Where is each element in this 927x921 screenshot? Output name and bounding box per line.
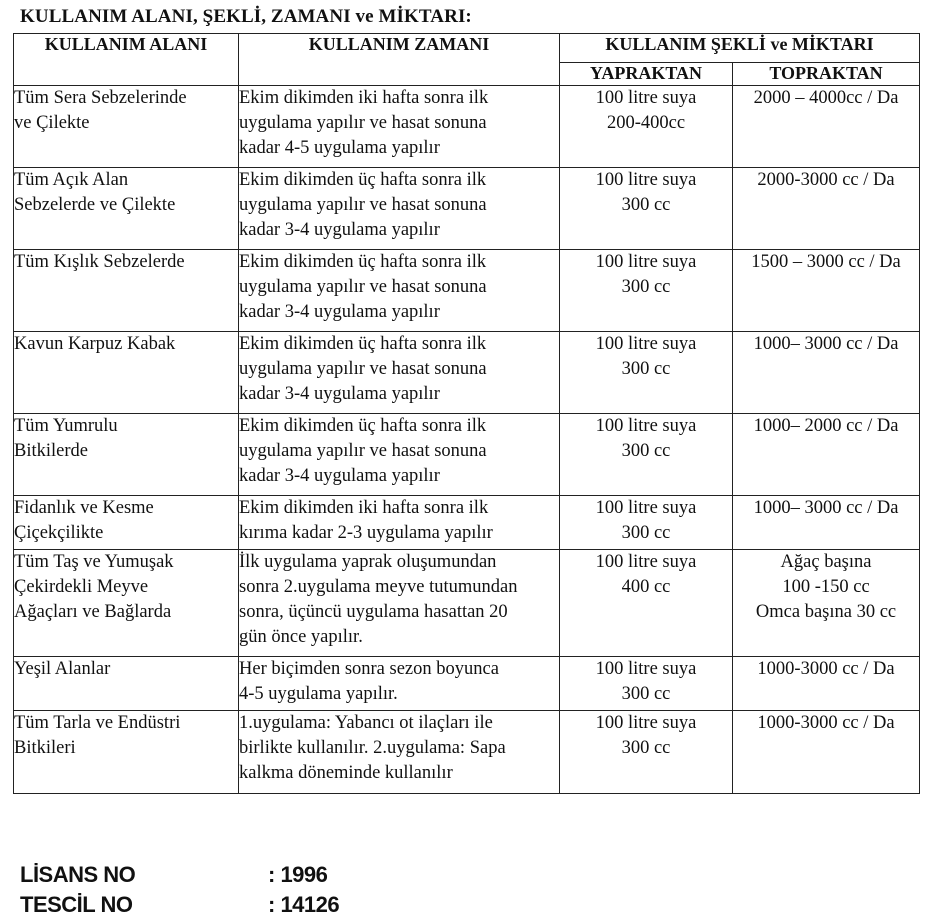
table-row	[14, 550, 920, 657]
table-row	[14, 250, 920, 332]
usage-area-cell	[14, 550, 239, 657]
cell-text-line: 100 litre suya	[595, 552, 697, 572]
cell-text-line: 300 cc	[621, 195, 671, 215]
cell-text-line: 100 litre suya	[595, 334, 697, 354]
header-soil: TOPRAKTAN	[733, 63, 920, 86]
cell-text-line: kalkma döneminde kullanılır	[239, 763, 453, 783]
usage-time-cell	[239, 657, 560, 711]
soil-dosage-cell	[733, 86, 920, 168]
cell-text-line: 400 cc	[621, 577, 671, 597]
table-row	[14, 657, 920, 711]
cell-text-line: birlikte kullanılır. 2.uygulama: Sapa	[239, 738, 506, 758]
soil-dosage-cell	[733, 168, 920, 250]
cell-text-line: 100 ‑150 cc	[782, 577, 870, 597]
cell-text-line: 300 cc	[621, 441, 671, 461]
cell-text-line: 100 litre suya	[595, 659, 697, 679]
cell-text-line: 300 cc	[621, 684, 671, 704]
cell-text-line: 1500 – 3000 cc / Da	[751, 252, 901, 272]
registration-value: : 14126	[268, 892, 340, 917]
soil-dosage-cell	[733, 250, 920, 332]
cell-text-line: 1000-3000 cc / Da	[757, 659, 895, 679]
cell-text-line: Fidanlık ve Kesme	[14, 498, 154, 518]
leaf-dosage-cell	[560, 168, 733, 250]
cell-text-line: ve Çilekte	[14, 113, 90, 133]
cell-text-line: Ekim dikimden üç hafta sonra ilk	[239, 170, 487, 190]
leaf-dosage-cell	[560, 332, 733, 414]
usage-time-cell	[239, 86, 560, 168]
cell-text-line: 100 litre suya	[595, 252, 697, 272]
soil-dosage-cell	[733, 496, 920, 550]
header-usage-area: KULLANIM ALANI	[14, 34, 239, 86]
registration-number	[20, 892, 340, 918]
cell-text-line: 300 cc	[621, 738, 671, 758]
table-row	[14, 168, 920, 250]
header-usage-time: KULLANIM ZAMANI	[239, 34, 560, 86]
cell-text-line: 100 litre suya	[595, 88, 697, 108]
usage-time-cell	[239, 711, 560, 794]
cell-text-line: sonra 2.uygulama meyve tutumundan	[239, 577, 518, 597]
cell-text-line: kadar 3-4 uygulama yapılır	[239, 302, 440, 322]
usage-time-cell	[239, 414, 560, 496]
license-number	[20, 862, 328, 888]
table-row	[14, 332, 920, 414]
leaf-dosage-cell	[560, 550, 733, 657]
cell-text-line: Ekim dikimden üç hafta sonra ilk	[239, 252, 487, 272]
usage-area-cell	[14, 86, 239, 168]
table-row	[14, 414, 920, 496]
cell-text-line: kırıma kadar 2-3 uygulama yapılır	[239, 523, 493, 543]
cell-text-line: 1000– 3000 cc / Da	[753, 498, 899, 518]
cell-text-line: Ekim dikimden iki hafta sonra ilk	[239, 498, 489, 518]
cell-text-line: uygulama yapılır ve hasat sonuna	[239, 113, 487, 133]
table-row	[14, 496, 920, 550]
leaf-dosage-cell	[560, 711, 733, 794]
cell-text-line: 2000-3000 cc / Da	[757, 170, 895, 190]
leaf-dosage-cell	[560, 496, 733, 550]
cell-text-line: 2000 – 4000cc / Da	[753, 88, 899, 108]
cell-text-line: 1000-3000 cc / Da	[757, 713, 895, 733]
cell-text-line: Ağaçları ve Bağlarda	[14, 602, 172, 622]
cell-text-line: Tüm Sera Sebzelerinde	[14, 88, 187, 108]
cell-text-line: Bitkileri	[14, 738, 76, 758]
cell-text-line: 300 cc	[621, 523, 671, 543]
cell-text-line: Çekirdekli Meyve	[14, 577, 149, 597]
soil-dosage-cell	[733, 711, 920, 794]
usage-time-cell	[239, 496, 560, 550]
table-row	[14, 711, 920, 794]
cell-text-line: İlk uygulama yaprak oluşumundan	[239, 552, 497, 572]
cell-text-line: gün önce yapılır.	[239, 627, 363, 647]
usage-time-cell	[239, 250, 560, 332]
cell-text-line: 100 litre suya	[595, 170, 697, 190]
cell-text-line: kadar 3-4 uygulama yapılır	[239, 220, 440, 240]
cell-text-line: kadar 3-4 uygulama yapılır	[239, 384, 440, 404]
license-label: LİSANS NO	[20, 862, 136, 887]
cell-text-line: kadar 3-4 uygulama yapılır	[239, 466, 440, 486]
usage-area-cell	[14, 250, 239, 332]
cell-text-line: uygulama yapılır ve hasat sonuna	[239, 359, 487, 379]
cell-text-line: uygulama yapılır ve hasat sonuna	[239, 277, 487, 297]
registration-label: TESCİL NO	[20, 892, 133, 917]
cell-text-line: 4-5 uygulama yapılır.	[239, 684, 398, 704]
soil-dosage-cell	[733, 332, 920, 414]
usage-area-cell	[14, 332, 239, 414]
cell-text-line: Ekim dikimden üç hafta sonra ilk	[239, 334, 487, 354]
cell-text-line: Her biçimden sonra sezon boyunca	[239, 659, 499, 679]
cell-text-line: Ağaç başına	[780, 552, 872, 572]
leaf-dosage-cell	[560, 657, 733, 711]
cell-text-line: Kavun Karpuz Kabak	[14, 334, 176, 354]
usage-table	[13, 33, 920, 794]
cell-text-line: Bitkilerde	[14, 441, 88, 461]
cell-text-line: Ekim dikimden üç hafta sonra ilk	[239, 416, 487, 436]
usage-area-cell	[14, 657, 239, 711]
soil-dosage-cell	[733, 414, 920, 496]
cell-text-line: uygulama yapılır ve hasat sonuna	[239, 195, 487, 215]
cell-text-line: 1000– 2000 cc / Da	[753, 416, 899, 436]
cell-text-line: 100 litre suya	[595, 713, 697, 733]
usage-time-cell	[239, 168, 560, 250]
leaf-dosage-cell	[560, 86, 733, 168]
cell-text-line: 1000– 3000 cc / Da	[753, 334, 899, 354]
usage-area-cell	[14, 711, 239, 794]
table-row	[14, 86, 920, 168]
cell-text-line: sonra, üçüncü uygulama hasattan 20	[239, 602, 508, 622]
cell-text-line: uygulama yapılır ve hasat sonuna	[239, 441, 487, 461]
soil-dosage-cell	[733, 657, 920, 711]
soil-dosage-cell	[733, 550, 920, 657]
usage-time-cell	[239, 550, 560, 657]
cell-text-line: Tüm Yumrulu	[14, 416, 118, 436]
cell-text-line: 200-400cc	[606, 113, 686, 133]
header-leaf: YAPRAKTAN	[560, 63, 733, 86]
cell-text-line: kadar 4-5 uygulama yapılır	[239, 138, 440, 158]
cell-text-line: Tüm Taş ve Yumuşak	[14, 552, 174, 572]
cell-text-line: Çiçekçilikte	[14, 523, 104, 543]
cell-text-line: 100 litre suya	[595, 416, 697, 436]
usage-area-cell	[14, 496, 239, 550]
header-usage-method: KULLANIM ŞEKLİ ve MİKTARI	[560, 34, 920, 63]
cell-text-line: Sebzelerde ve Çilekte	[14, 195, 176, 215]
cell-text-line: Ekim dikimden iki hafta sonra ilk	[239, 88, 489, 108]
cell-text-line: Tüm Tarla ve Endüstri	[14, 713, 181, 733]
cell-text-line: 300 cc	[621, 277, 671, 297]
cell-text-line: Tüm Kışlık Sebzelerde	[14, 252, 185, 272]
document-title: KULLANIM ALANI, ŞEKLİ, ZAMANI ve MİKTARI:	[20, 6, 472, 27]
cell-text-line: 100 litre suya	[595, 498, 697, 518]
usage-time-cell	[239, 332, 560, 414]
cell-text-line: Omca başına 30 cc	[755, 602, 897, 622]
leaf-dosage-cell	[560, 250, 733, 332]
usage-area-cell	[14, 414, 239, 496]
leaf-dosage-cell	[560, 414, 733, 496]
cell-text-line: Tüm Açık Alan	[14, 170, 129, 190]
cell-text-line: 300 cc	[621, 359, 671, 379]
cell-text-line: Yeşil Alanlar	[14, 659, 111, 679]
license-value: : 1996	[268, 862, 328, 887]
usage-area-cell	[14, 168, 239, 250]
cell-text-line: 1.uygulama: Yabancı ot ilaçları ile	[239, 713, 493, 733]
